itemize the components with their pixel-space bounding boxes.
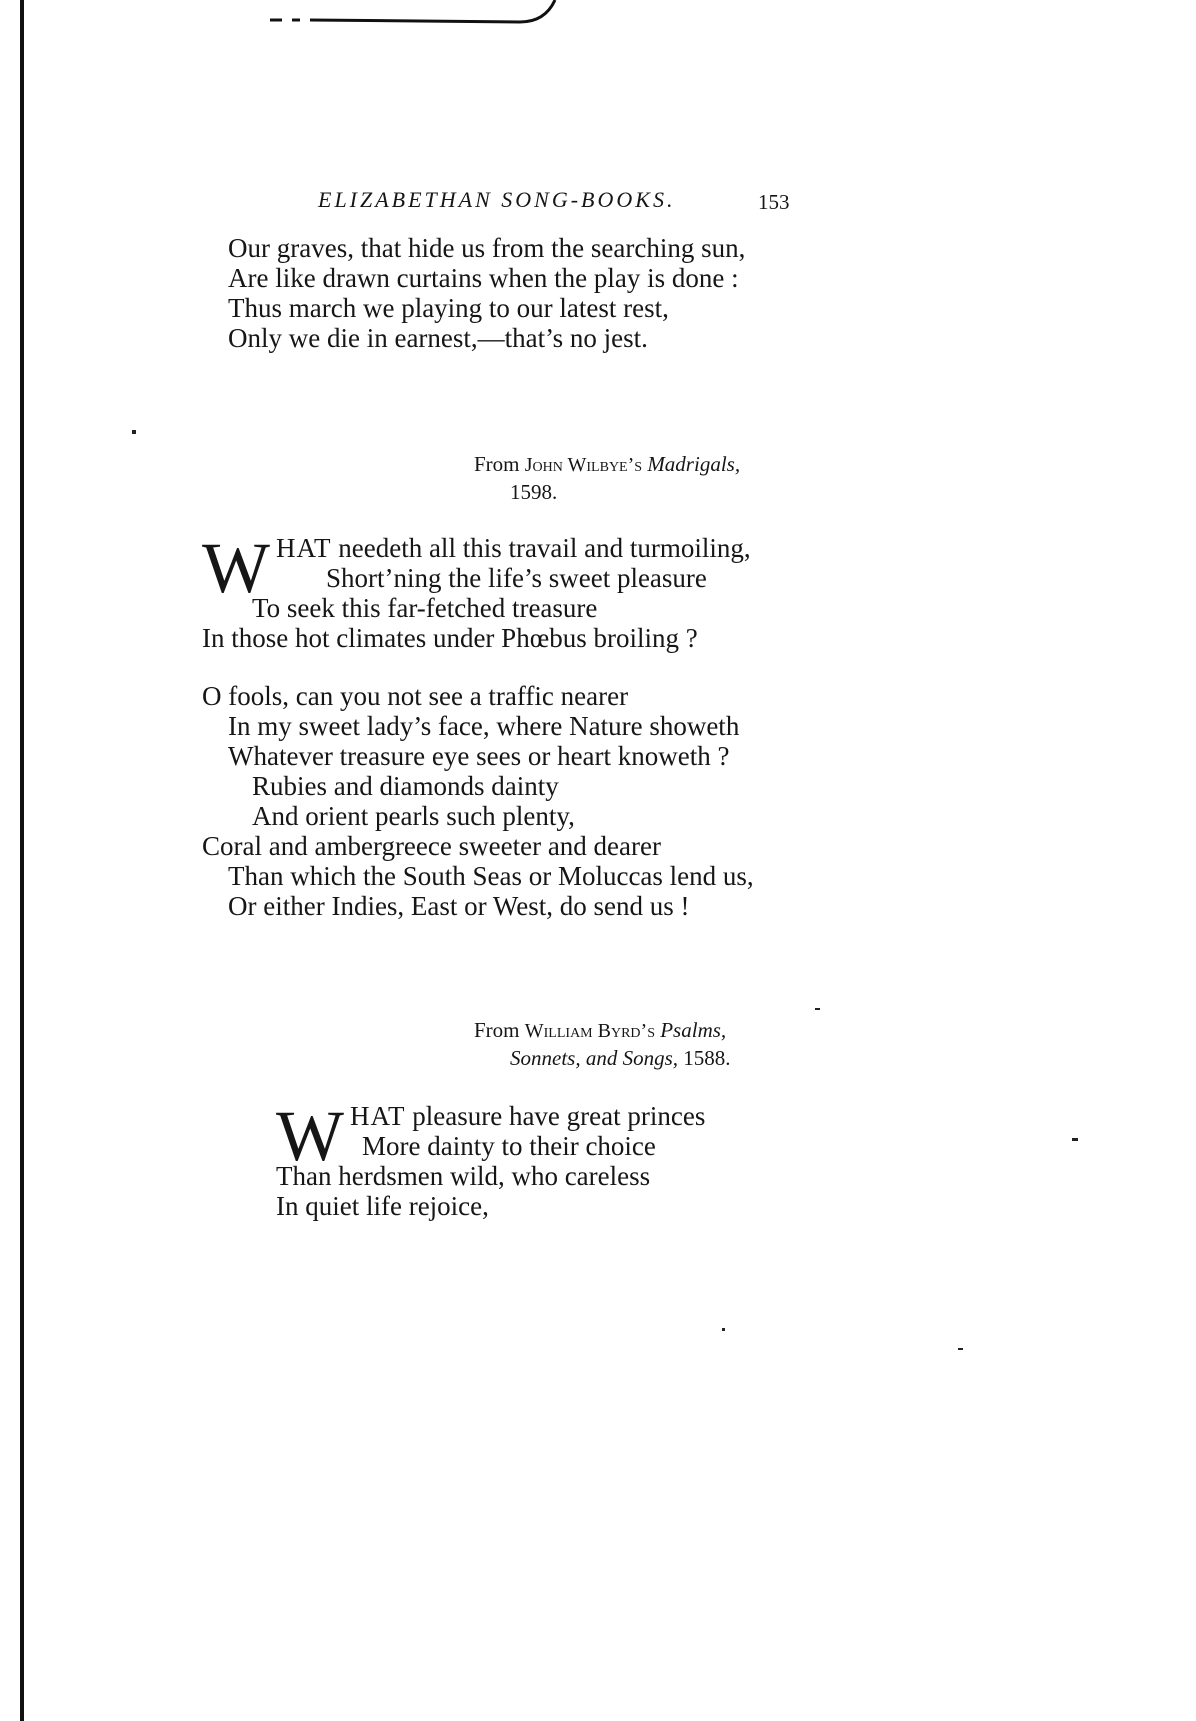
attribution-author: William Byrd’s [524,1020,655,1042]
page-number: 153 [758,190,790,214]
attribution-from: From [474,1018,520,1042]
first-word-rest: HAT [350,1101,406,1131]
print-speck [958,1348,963,1350]
verse-line: Short’ning the life’s sweet pleasure [326,563,707,593]
verse-line: In my sweet lady’s face, where Nature showeth [228,711,740,741]
drop-cap: W [202,528,270,608]
verse-line: Our graves, that hide us from the searching sun, [228,233,746,263]
attribution-work: Sonnets, and Songs, [510,1046,678,1070]
attribution-author: John Wilbye’s [524,454,643,476]
verse-line: Or either Indies, East or West, do send us ! [228,891,690,921]
verse-line: Only we die in earnest,—that’s no jest. [228,323,648,353]
verse-line: Than which the South Seas or Moluccas lend us, [228,861,754,891]
attribution-work: Psalms, [660,1018,727,1042]
attribution-from: From [474,452,520,476]
verse-line: Than herdsmen wild, who careless [276,1161,651,1191]
attribution-line [474,452,740,477]
verse-line: O fools, can you not see a traffic nearer [202,681,629,711]
first-word-rest: HAT [276,533,332,563]
verse-line: In those hot climates under Phœbus broiling ? [202,623,698,653]
verse-line [276,532,751,565]
first-line-rest: needeth all this travail and turmoiling, [338,533,751,563]
verse-line: Coral and ambergreece sweeter and dearer [202,831,661,861]
drop-cap: W [276,1096,344,1176]
attribution-line [474,1018,726,1043]
attribution-line-2 [510,1046,731,1071]
verse-line: Are like drawn curtains when the play is done : [228,263,739,293]
print-speck [722,1328,725,1331]
verse-line [350,1100,705,1133]
verse-line: More dainty to their choice [362,1131,656,1161]
print-speck [815,1008,820,1010]
verse-line: Rubies and diamonds dainty [252,771,559,801]
attribution-work: Madrigals, [647,452,741,476]
running-title: ELIZABETHAN SONG-BOOKS. [318,187,676,212]
verse-line: Thus march we playing to our latest rest, [228,293,669,323]
print-speck [132,430,136,434]
verse-line: In quiet life rejoice, [276,1191,489,1221]
verse-line: And orient pearls such plenty, [252,801,575,831]
first-line-rest: pleasure have great princes [412,1101,706,1131]
attribution-year: 1598. [510,480,558,504]
print-speck [1072,1138,1078,1141]
verse-line: Whatever treasure eye sees or heart knoweth ? [228,741,730,771]
page-edge-rule [20,0,24,1721]
verse-line: To seek this far-fetched treasure [252,593,598,623]
ornament-flourish [270,0,570,34]
attribution-year: 1588. [683,1046,731,1070]
